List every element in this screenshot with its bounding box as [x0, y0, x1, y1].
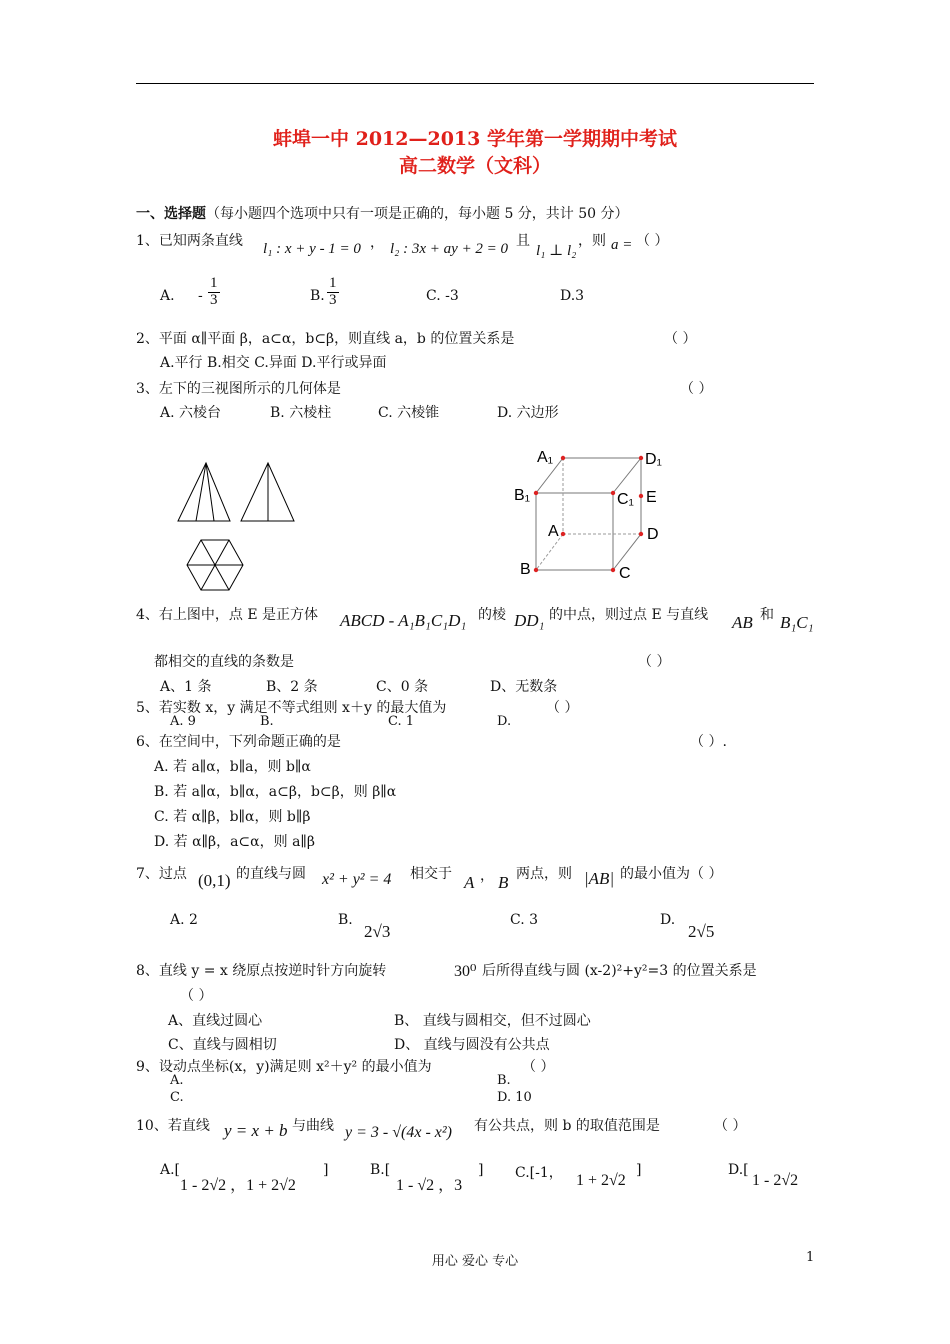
- question-4-paren: （ ）: [638, 654, 671, 670]
- q1-option-b-denominator: 3: [329, 291, 337, 308]
- q9-option-c: C.: [170, 1090, 184, 1105]
- question-7-point-a: A: [464, 873, 475, 892]
- front-view-triangle: [178, 463, 230, 521]
- question-8-stem-a: 8、直线 y = x 绕原点按逆时针方向旋转: [136, 963, 387, 979]
- q1-option-d: D.3: [560, 288, 585, 304]
- cube-figure: [505, 444, 675, 580]
- q10-option-b-end: ]: [478, 1162, 484, 1178]
- question-2-paren: （ ）: [664, 331, 697, 347]
- question-1-paren: （ ）: [636, 233, 669, 249]
- label-c1: C₁: [617, 491, 634, 508]
- question-7-point: (0,1): [198, 871, 231, 890]
- question-8-paren: （ ）: [180, 988, 213, 1004]
- q6-option-c: C. 若 α∥β，b∥α，则 b∥β: [154, 809, 311, 825]
- question-7-stem-a: 7、过点: [136, 866, 187, 882]
- label-a1: A₁: [537, 449, 554, 466]
- label-b: B: [520, 561, 531, 578]
- q1-option-a-numerator: 1: [210, 275, 218, 291]
- q4-option-d: D、无数条: [490, 679, 558, 695]
- q6-option-b: B. 若 a∥α，b∥α，a⊂β，b⊂β，则 β∥α: [154, 784, 397, 800]
- label-a: A: [548, 523, 559, 540]
- question-9-stem: 9、设动点坐标(x，y)满足则 x²＋y² 的最小值为: [136, 1059, 432, 1075]
- question-1-perp: l₁ ⊥ l₂: [536, 243, 577, 259]
- question-7-point-b: B: [498, 873, 509, 892]
- q1-option-a-sign: -: [198, 288, 203, 304]
- question-7-stem-d: 两点，则: [516, 866, 572, 882]
- q10-option-d-value: 1 - 2√2: [752, 1172, 799, 1189]
- q1-option-a-denominator: 3: [210, 291, 218, 308]
- q5-option-b: B.: [260, 714, 274, 729]
- q10-option-b-value: 1 - √2 ，3: [396, 1177, 463, 1194]
- q3-option-c: C. 六棱锥: [378, 405, 440, 421]
- q10-option-b-label: B.[: [370, 1162, 391, 1178]
- q1-option-b-numerator: 1: [329, 275, 337, 291]
- cube-edges: [536, 458, 641, 570]
- q1-option-a-fraction: [208, 276, 220, 309]
- question-5-paren: （ ）: [546, 700, 579, 716]
- question-4-cube: ABCD - A₁B₁C₁D₁: [340, 611, 467, 630]
- q8-option-c: C、直线与圆相切: [168, 1037, 277, 1053]
- section-title: 一、选择题: [136, 206, 206, 222]
- q10-option-a-end: ]: [323, 1162, 329, 1178]
- q8-option-b: B、 直线与圆相交，但不过圆心: [394, 1013, 591, 1029]
- question-10-stem-c: 有公共点，则 b 的取值范围是: [474, 1118, 660, 1134]
- question-10-stem-b: 与曲线: [292, 1118, 334, 1134]
- page-number: 1: [806, 1250, 815, 1265]
- question-1-then: ，则: [578, 233, 606, 249]
- question-10-line: y = x + b: [224, 1121, 288, 1140]
- q8-option-d: D、 直线与圆没有公共点: [394, 1037, 550, 1053]
- side-view-triangle: [241, 463, 294, 521]
- label-d: D: [647, 526, 659, 543]
- section-note: （每小题四个选项中只有一项是正确的，每小题 5 分，共计 50 分）: [206, 206, 629, 222]
- question-1-line-l1: l₁ : x + y - 1 = 0: [263, 241, 361, 257]
- question-10-curve: y = 3 - √(4x - x²): [345, 1124, 452, 1141]
- q7-option-a: A. 2: [170, 912, 198, 928]
- question-1-line-l2: l₂ : 3x + ay + 2 = 0: [390, 241, 509, 257]
- question-4-stem-a: 4、右上图中，点 E 是正方体: [136, 607, 319, 623]
- q9-option-a: A.: [170, 1073, 184, 1088]
- question-4-b1c1: B₁C₁: [780, 613, 814, 632]
- q1-option-b-fraction: [327, 276, 339, 309]
- q9-option-d: D. 10: [497, 1090, 532, 1105]
- q1-option-c: C. -3: [426, 288, 459, 304]
- question-4-stem-c: 的中点，则过点 E 与直线: [549, 607, 709, 623]
- q6-option-a: A. 若 a∥α，b∥a，则 b∥α: [154, 759, 311, 775]
- label-d1: D₁: [645, 451, 662, 468]
- q1-option-b-label: B.: [310, 288, 325, 304]
- q3-option-a: A. 六棱台: [160, 405, 222, 421]
- question-10-stem-a: 10、若直线: [136, 1118, 210, 1134]
- question-6-paren: （ ）.: [690, 734, 727, 750]
- question-10-paren: （ ）: [714, 1118, 747, 1134]
- question-2-stem: 2、平面 α∥平面 β，a⊂α，b⊂β，则直线 a，b 的位置关系是: [136, 331, 515, 347]
- q6-option-d: D. 若 α∥β，a⊂α，则 a∥β: [154, 834, 315, 850]
- question-3-paren: （ ）: [680, 381, 713, 397]
- q4-option-c: C、0 条: [376, 679, 429, 695]
- header-rule: [136, 83, 814, 84]
- question-6-stem: 6、在空间中，下列命题正确的是: [136, 734, 341, 750]
- question-4-line2: 都相交的直线的条数是: [154, 654, 294, 670]
- label-e: E: [646, 489, 657, 506]
- q10-option-c-end: ]: [636, 1162, 642, 1178]
- question-1-and: 且: [516, 233, 530, 249]
- question-4-and: 和: [760, 607, 774, 623]
- q7-option-b-label: B.: [338, 912, 353, 928]
- question-9-paren: （ ）: [522, 1059, 555, 1075]
- q7-option-b-value: 2√3: [364, 922, 391, 941]
- question-7-stem-c: 相交于: [410, 866, 452, 882]
- question-7-stem-e: 的最小值为（ ）: [620, 866, 723, 882]
- three-view-figure: [168, 455, 308, 595]
- q10-option-a-value: 1 - 2√2 ，1 + 2√2: [180, 1177, 296, 1194]
- exam-subtitle: 高二数学（文科）: [398, 155, 551, 177]
- q9-option-b: B.: [497, 1073, 511, 1088]
- page-footer: 用心 爱心 专心: [431, 1254, 519, 1269]
- question-5-stem: 5、若实数 x，y 满足不等式组则 x＋y 的最大值为: [136, 700, 447, 716]
- question-4-stem-b: 的棱: [478, 607, 506, 623]
- q7-option-d-value: 2√5: [688, 922, 715, 941]
- cube-vertex-dots: [534, 456, 643, 572]
- q10-option-d-label: D.[: [728, 1162, 749, 1178]
- question-7-comma: ，: [480, 868, 494, 884]
- question-8-stem-b: 后所得直线与圆 (x-2)²+y²=3 的位置关系是: [482, 963, 757, 979]
- q5-option-c: C. 1: [388, 714, 415, 729]
- question-4-ab: AB: [732, 613, 753, 632]
- q4-option-b: B、2 条: [266, 679, 318, 695]
- q4-option-a: A、1 条: [160, 679, 212, 695]
- q7-option-d-label: D.: [660, 912, 676, 928]
- q5-option-a: A. 9: [170, 714, 196, 729]
- question-7-stem-b: 的直线与圆: [236, 866, 306, 882]
- question-7-abs-ab: |AB|: [584, 869, 615, 888]
- top-view-hexagon: [187, 540, 243, 590]
- question-4-edge: DD₁: [514, 611, 545, 630]
- q3-option-d: D. 六边形: [497, 405, 559, 421]
- label-b1: B₁: [514, 487, 531, 504]
- question-3-stem: 3、左下的三视图所示的几何体是: [136, 381, 341, 397]
- section-heading: [136, 203, 629, 223]
- q8-option-a: A、直线过圆心: [168, 1013, 263, 1029]
- question-1-sep: ，: [370, 235, 384, 251]
- q7-option-c: C. 3: [510, 912, 539, 928]
- question-2-options: A.平行 B.相交 C.异面 D.平行或异面: [160, 355, 387, 371]
- q10-option-c-label: C.[-1，: [515, 1165, 563, 1181]
- question-8-angle: 30⁰: [454, 963, 477, 980]
- exam-title: 蚌埠一中 2012—2013 学年第一学期期中考试: [273, 128, 677, 150]
- cube-hidden-edges: [536, 458, 641, 570]
- label-c: C: [619, 565, 631, 580]
- question-1-a-eq: a =: [611, 237, 633, 253]
- q1-option-a-label: A.: [160, 288, 175, 304]
- q10-option-c-value: 1 + 2√2: [576, 1172, 626, 1189]
- q5-option-d: D.: [497, 714, 512, 729]
- q10-option-a-label: A.[: [160, 1162, 181, 1178]
- q3-option-b: B. 六棱柱: [270, 405, 332, 421]
- question-7-circle: x² + y² = 4: [322, 871, 392, 888]
- question-1-stem-a: 1、已知两条直线: [136, 233, 243, 249]
